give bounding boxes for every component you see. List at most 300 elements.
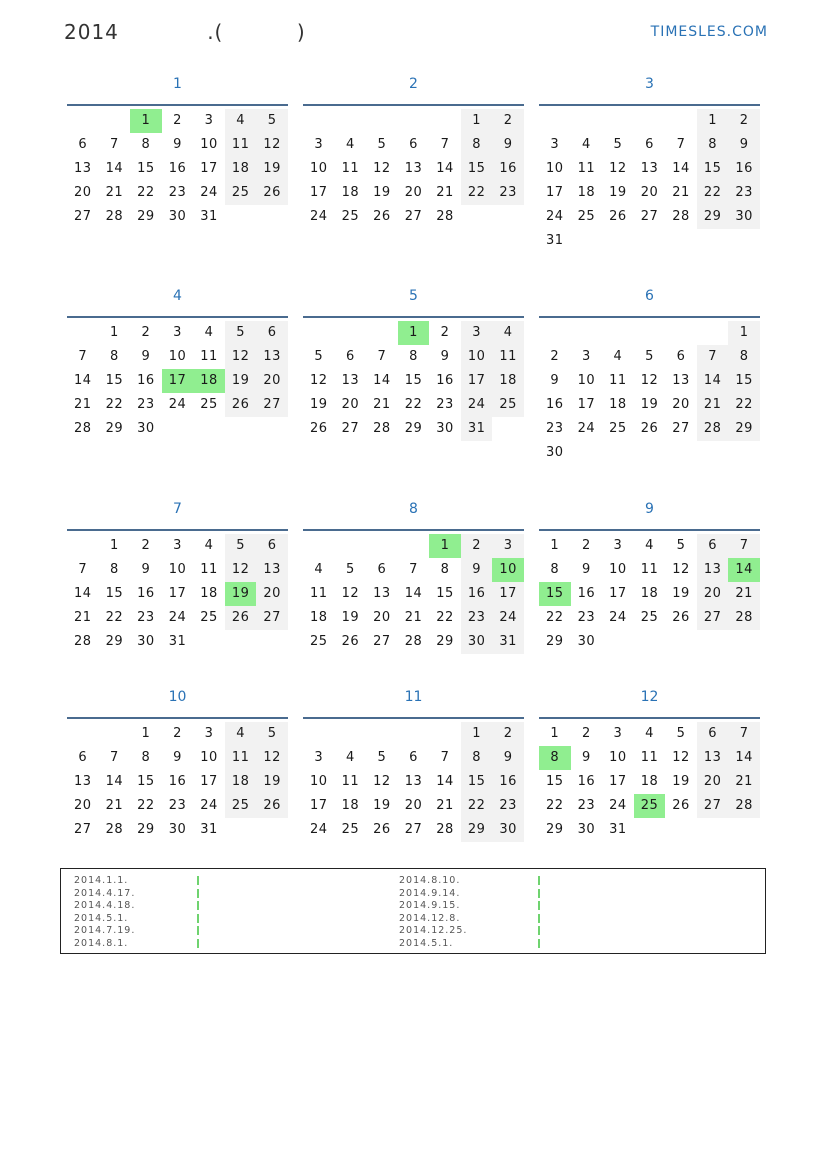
day-cell: 26 bbox=[225, 393, 257, 417]
day-cell: 9 bbox=[581, 562, 591, 577]
day-empty bbox=[571, 109, 603, 133]
day-cell: 19 bbox=[256, 157, 288, 181]
day-cell: 22 bbox=[404, 397, 423, 412]
day-cell: 11 bbox=[609, 373, 627, 388]
day-cell: 24 bbox=[200, 185, 218, 200]
day-cell: 28 bbox=[373, 421, 391, 436]
day-cell: 22 bbox=[697, 181, 729, 205]
day-cell: 16 bbox=[546, 397, 564, 412]
month-1 bbox=[67, 70, 288, 229]
day-cell: 20 bbox=[697, 582, 729, 606]
month-title: 1 bbox=[173, 76, 182, 92]
day-empty bbox=[225, 818, 257, 842]
day-cell: 24 bbox=[492, 606, 524, 630]
day-cell: 15 bbox=[105, 373, 124, 388]
holiday-date: 2014.4.18. bbox=[74, 900, 136, 911]
day-empty bbox=[602, 229, 634, 253]
day-cell: 15 bbox=[436, 586, 454, 601]
holiday-date: 2014.5.1. bbox=[74, 912, 129, 924]
day-cell: 30 bbox=[492, 818, 524, 842]
day-cell: 7 bbox=[409, 562, 418, 577]
day-cell: 28 bbox=[728, 794, 760, 818]
day-cell: 14 bbox=[105, 161, 124, 176]
day-cell: 4 bbox=[225, 722, 257, 746]
day-cell: 19 bbox=[225, 369, 257, 393]
day-cell: 17 bbox=[461, 369, 493, 393]
day-cell: 10 bbox=[310, 774, 328, 789]
day-cell: 5 bbox=[256, 109, 288, 133]
day-cell: 26 bbox=[609, 209, 627, 224]
day-cell: 8 bbox=[141, 137, 151, 152]
day-empty bbox=[366, 109, 398, 133]
day-cell: 17 bbox=[310, 798, 328, 813]
day-cell: 17 bbox=[200, 161, 218, 176]
day-empty bbox=[335, 534, 367, 558]
day-cell: 1 bbox=[728, 321, 760, 345]
day-empty bbox=[303, 722, 335, 746]
day-cell: 23 bbox=[492, 794, 524, 818]
day-cell: 4 bbox=[645, 726, 654, 741]
day-empty bbox=[256, 417, 288, 441]
day-empty bbox=[634, 229, 666, 253]
day-empty bbox=[429, 722, 461, 746]
day-cell: 2 bbox=[440, 325, 450, 340]
day-cell: 14 bbox=[436, 161, 454, 176]
day-empty bbox=[193, 630, 225, 654]
day-cell: 10 bbox=[200, 750, 218, 765]
day-cell: 1 bbox=[130, 109, 162, 133]
day-cell: 19 bbox=[672, 774, 690, 789]
day-cell: 9 bbox=[173, 750, 182, 765]
day-cell: 3 bbox=[492, 534, 524, 558]
day-empty bbox=[366, 321, 398, 345]
holiday-date: 2014.1.1. bbox=[74, 875, 129, 886]
month-title: 12 bbox=[640, 689, 659, 705]
day-cell: 20 bbox=[341, 397, 360, 412]
day-cell: 6 bbox=[78, 750, 88, 765]
day-empty bbox=[728, 630, 760, 654]
day-cell: 1 bbox=[429, 534, 461, 558]
month-8 bbox=[303, 495, 524, 654]
day-cell: 2 bbox=[173, 726, 182, 741]
day-cell: 9 bbox=[141, 349, 151, 364]
day-cell: 11 bbox=[200, 562, 218, 577]
month-title: 6 bbox=[645, 288, 654, 304]
day-cell: 28 bbox=[672, 209, 690, 224]
holiday-marker bbox=[197, 926, 199, 935]
day-cell: 29 bbox=[404, 421, 423, 436]
holiday-marker bbox=[538, 926, 540, 935]
holiday-list-right bbox=[399, 875, 467, 950]
day-cell: 1 bbox=[461, 109, 493, 133]
day-cell: 27 bbox=[256, 606, 288, 630]
day-cell: 13 bbox=[697, 746, 729, 770]
day-cell: 4 bbox=[613, 349, 623, 364]
day-cell: 2 bbox=[550, 349, 560, 364]
day-cell: 31 bbox=[492, 630, 524, 654]
day-cell: 17 bbox=[577, 397, 596, 412]
day-empty bbox=[99, 722, 131, 746]
day-cell: 27 bbox=[697, 794, 729, 818]
month-9 bbox=[539, 495, 760, 654]
day-cell: 21 bbox=[672, 185, 690, 200]
day-empty bbox=[67, 534, 99, 558]
day-cell: 1 bbox=[141, 726, 151, 741]
day-cell: 8 bbox=[141, 750, 151, 765]
day-cell: 17 bbox=[546, 185, 564, 200]
day-cell: 30 bbox=[546, 445, 564, 460]
day-cell: 18 bbox=[341, 185, 360, 200]
day-cell: 4 bbox=[492, 321, 524, 345]
day-cell: 7 bbox=[78, 349, 88, 364]
day-cell: 1 bbox=[109, 538, 119, 553]
day-cell: 23 bbox=[577, 610, 596, 625]
day-cell: 12 bbox=[609, 161, 627, 176]
day-empty bbox=[728, 818, 760, 842]
day-cell: 15 bbox=[461, 770, 493, 794]
day-cell: 7 bbox=[697, 345, 729, 369]
day-cell: 2 bbox=[492, 109, 524, 133]
day-cell: 31 bbox=[546, 233, 564, 248]
day-cell: 22 bbox=[436, 610, 454, 625]
day-cell: 6 bbox=[697, 722, 729, 746]
day-cell: 3 bbox=[314, 750, 324, 765]
day-empty bbox=[225, 417, 257, 441]
day-cell: 15 bbox=[404, 373, 423, 388]
day-cell: 13 bbox=[256, 345, 288, 369]
day-empty bbox=[67, 321, 99, 345]
day-cell: 28 bbox=[697, 417, 729, 441]
day-cell: 5 bbox=[314, 349, 324, 364]
day-cell: 1 bbox=[550, 538, 560, 553]
day-cell: 22 bbox=[546, 798, 564, 813]
day-cell: 19 bbox=[373, 185, 391, 200]
day-cell: 30 bbox=[577, 634, 596, 649]
day-cell: 19 bbox=[341, 610, 360, 625]
day-cell: 21 bbox=[436, 798, 454, 813]
day-cell: 16 bbox=[137, 586, 155, 601]
month-11 bbox=[303, 683, 524, 842]
day-cell: 28 bbox=[404, 634, 423, 649]
month-rule bbox=[539, 717, 760, 719]
day-cell: 8 bbox=[440, 562, 450, 577]
month-10 bbox=[67, 683, 288, 842]
day-cell: 11 bbox=[341, 774, 360, 789]
day-empty bbox=[67, 722, 99, 746]
day-cell: 30 bbox=[436, 421, 454, 436]
month-7 bbox=[67, 495, 288, 654]
month-days bbox=[303, 722, 524, 842]
holiday-date: 2014.7.19. bbox=[74, 925, 136, 936]
day-empty bbox=[697, 321, 729, 345]
day-empty bbox=[665, 321, 697, 345]
day-cell: 7 bbox=[728, 534, 760, 558]
day-cell: 10 bbox=[168, 349, 187, 364]
day-empty bbox=[697, 630, 729, 654]
day-cell: 16 bbox=[137, 373, 155, 388]
day-cell: 24 bbox=[461, 393, 493, 417]
day-empty bbox=[665, 441, 697, 465]
day-empty bbox=[366, 722, 398, 746]
day-empty bbox=[398, 722, 430, 746]
day-empty bbox=[665, 229, 697, 253]
day-empty bbox=[303, 109, 335, 133]
month-2 bbox=[303, 70, 524, 229]
day-cell: 1 bbox=[697, 109, 729, 133]
day-cell: 23 bbox=[546, 421, 564, 436]
month-rule bbox=[67, 316, 288, 318]
day-empty bbox=[602, 630, 634, 654]
day-empty bbox=[99, 109, 131, 133]
day-cell: 25 bbox=[492, 393, 524, 417]
day-cell: 22 bbox=[728, 393, 760, 417]
day-cell: 4 bbox=[204, 538, 214, 553]
day-empty bbox=[256, 205, 288, 229]
day-empty bbox=[634, 441, 666, 465]
day-cell: 13 bbox=[373, 586, 391, 601]
day-empty bbox=[303, 321, 335, 345]
day-cell: 25 bbox=[225, 181, 257, 205]
day-cell: 13 bbox=[697, 558, 729, 582]
day-cell: 8 bbox=[550, 562, 560, 577]
day-cell: 18 bbox=[640, 774, 659, 789]
day-cell: 13 bbox=[256, 558, 288, 582]
holiday-marker bbox=[197, 939, 199, 948]
day-cell: 23 bbox=[168, 798, 187, 813]
day-cell: 14 bbox=[105, 774, 124, 789]
day-cell: 10 bbox=[609, 750, 627, 765]
day-cell: 28 bbox=[105, 209, 124, 224]
site-link[interactable]: TIMESLES.COM bbox=[650, 24, 768, 40]
day-cell: 12 bbox=[373, 774, 391, 789]
holiday-marker bbox=[538, 876, 540, 885]
day-cell: 2 bbox=[141, 325, 151, 340]
day-cell: 21 bbox=[74, 610, 92, 625]
day-cell: 8 bbox=[728, 345, 760, 369]
day-cell: 7 bbox=[676, 137, 686, 152]
day-cell: 21 bbox=[74, 397, 92, 412]
day-empty bbox=[634, 109, 666, 133]
day-cell: 4 bbox=[345, 137, 355, 152]
day-cell: 24 bbox=[310, 209, 328, 224]
month-days bbox=[539, 321, 760, 465]
day-cell: 5 bbox=[676, 538, 686, 553]
day-cell: 3 bbox=[550, 137, 560, 152]
day-cell: 30 bbox=[577, 822, 596, 837]
holiday-marker bbox=[197, 889, 199, 898]
day-cell: 21 bbox=[105, 798, 124, 813]
day-cell: 18 bbox=[577, 185, 596, 200]
day-cell: 12 bbox=[225, 558, 257, 582]
day-cell: 24 bbox=[546, 209, 564, 224]
day-cell: 22 bbox=[461, 181, 493, 205]
day-cell: 1 bbox=[109, 325, 119, 340]
month-title: 3 bbox=[645, 76, 654, 92]
day-empty bbox=[492, 205, 524, 229]
month-6 bbox=[539, 282, 760, 465]
holiday-marker bbox=[197, 876, 199, 885]
day-cell: 21 bbox=[436, 185, 454, 200]
day-cell: 24 bbox=[200, 798, 218, 813]
month-days bbox=[303, 534, 524, 654]
day-cell: 4 bbox=[581, 137, 591, 152]
day-cell: 17 bbox=[200, 774, 218, 789]
day-cell: 7 bbox=[440, 750, 450, 765]
day-cell: 24 bbox=[310, 822, 328, 837]
day-empty bbox=[335, 321, 367, 345]
day-cell: 7 bbox=[377, 349, 387, 364]
day-cell: 8 bbox=[461, 133, 493, 157]
holiday-date: 2014.12.8. bbox=[399, 912, 461, 924]
day-cell: 1 bbox=[550, 726, 560, 741]
day-empty bbox=[429, 109, 461, 133]
month-3 bbox=[539, 70, 760, 253]
day-cell: 17 bbox=[609, 774, 627, 789]
day-cell: 6 bbox=[697, 534, 729, 558]
day-cell: 12 bbox=[373, 161, 391, 176]
day-cell: 9 bbox=[492, 746, 524, 770]
day-cell: 28 bbox=[74, 634, 92, 649]
holiday-date: 2014.12.25. bbox=[399, 925, 468, 936]
day-cell: 12 bbox=[672, 562, 690, 577]
day-cell: 22 bbox=[461, 794, 493, 818]
day-cell: 27 bbox=[341, 421, 360, 436]
day-cell: 20 bbox=[640, 185, 659, 200]
day-cell: 10 bbox=[546, 161, 564, 176]
month-days bbox=[67, 534, 288, 654]
day-cell: 30 bbox=[461, 630, 493, 654]
day-cell: 23 bbox=[728, 181, 760, 205]
day-cell: 29 bbox=[546, 634, 564, 649]
day-cell: 27 bbox=[640, 209, 659, 224]
day-cell: 17 bbox=[492, 582, 524, 606]
day-cell: 22 bbox=[546, 610, 564, 625]
day-empty bbox=[602, 321, 634, 345]
day-empty bbox=[193, 417, 225, 441]
day-empty bbox=[697, 229, 729, 253]
day-cell: 15 bbox=[697, 157, 729, 181]
holiday-date: 2014.8.1. bbox=[74, 937, 129, 949]
holiday-date: 2014.4.17. bbox=[74, 887, 136, 899]
day-cell: 19 bbox=[672, 586, 690, 601]
day-cell: 26 bbox=[310, 421, 328, 436]
day-empty bbox=[461, 205, 493, 229]
month-4 bbox=[67, 282, 288, 441]
day-cell: 27 bbox=[697, 606, 729, 630]
day-cell: 6 bbox=[377, 562, 387, 577]
day-cell: 25 bbox=[341, 822, 360, 837]
day-cell: 3 bbox=[314, 137, 324, 152]
day-cell: 28 bbox=[74, 421, 92, 436]
day-empty bbox=[697, 441, 729, 465]
day-cell: 30 bbox=[168, 209, 187, 224]
day-cell: 19 bbox=[609, 185, 627, 200]
day-cell: 7 bbox=[728, 722, 760, 746]
holiday-marker bbox=[197, 901, 199, 910]
day-cell: 26 bbox=[225, 606, 257, 630]
page-title: 2014 .( ) bbox=[64, 20, 306, 44]
day-cell: 14 bbox=[373, 373, 391, 388]
day-cell: 17 bbox=[168, 586, 187, 601]
day-cell: 14 bbox=[74, 586, 92, 601]
day-cell: 24 bbox=[609, 798, 627, 813]
day-cell: 5 bbox=[345, 562, 355, 577]
day-cell: 20 bbox=[256, 582, 288, 606]
day-cell: 14 bbox=[404, 586, 423, 601]
day-cell: 9 bbox=[728, 133, 760, 157]
day-cell: 16 bbox=[577, 774, 596, 789]
day-cell: 30 bbox=[137, 421, 155, 436]
day-cell: 26 bbox=[373, 822, 391, 837]
day-cell: 25 bbox=[310, 634, 328, 649]
day-cell: 4 bbox=[204, 325, 214, 340]
day-cell: 12 bbox=[256, 746, 288, 770]
day-cell: 20 bbox=[404, 185, 423, 200]
day-cell: 28 bbox=[436, 822, 454, 837]
day-cell: 7 bbox=[440, 137, 450, 152]
day-empty bbox=[67, 109, 99, 133]
day-cell: 17 bbox=[310, 185, 328, 200]
day-cell: 23 bbox=[492, 181, 524, 205]
day-cell: 7 bbox=[109, 750, 119, 765]
day-cell: 16 bbox=[492, 157, 524, 181]
holiday-date: 2014.5.1. bbox=[399, 937, 454, 949]
day-cell: 22 bbox=[137, 185, 155, 200]
day-cell: 10 bbox=[492, 558, 524, 582]
day-cell: 12 bbox=[225, 345, 257, 369]
month-title: 2 bbox=[409, 76, 418, 92]
day-cell: 13 bbox=[672, 373, 690, 388]
day-cell: 9 bbox=[550, 373, 560, 388]
day-cell: 2 bbox=[141, 538, 151, 553]
day-cell: 8 bbox=[539, 746, 571, 770]
day-cell: 5 bbox=[377, 750, 387, 765]
day-cell: 31 bbox=[609, 822, 627, 837]
day-cell: 1 bbox=[398, 321, 430, 345]
day-cell: 5 bbox=[645, 349, 654, 364]
day-cell: 18 bbox=[193, 369, 225, 393]
holiday-date: 2014.8.10. bbox=[399, 875, 461, 886]
month-days bbox=[67, 321, 288, 441]
day-cell: 2 bbox=[492, 722, 524, 746]
day-cell: 8 bbox=[697, 133, 729, 157]
day-cell: 3 bbox=[173, 325, 182, 340]
day-cell: 21 bbox=[728, 770, 760, 794]
day-cell: 30 bbox=[137, 634, 155, 649]
holiday-list-left bbox=[74, 875, 135, 950]
day-cell: 29 bbox=[137, 209, 155, 224]
day-cell: 10 bbox=[461, 345, 493, 369]
day-cell: 25 bbox=[577, 209, 596, 224]
day-cell: 3 bbox=[613, 538, 623, 553]
day-empty bbox=[398, 109, 430, 133]
day-cell: 3 bbox=[173, 538, 182, 553]
day-empty bbox=[602, 109, 634, 133]
day-cell: 11 bbox=[492, 345, 524, 369]
day-cell: 29 bbox=[105, 421, 124, 436]
day-cell: 14 bbox=[697, 369, 729, 393]
day-empty bbox=[602, 441, 634, 465]
day-cell: 11 bbox=[341, 161, 360, 176]
month-days bbox=[67, 109, 288, 229]
day-cell: 16 bbox=[577, 586, 596, 601]
day-cell: 11 bbox=[200, 349, 218, 364]
day-cell: 30 bbox=[168, 822, 187, 837]
day-cell: 5 bbox=[256, 722, 288, 746]
day-cell: 20 bbox=[74, 185, 92, 200]
day-cell: 6 bbox=[409, 750, 418, 765]
month-rule bbox=[539, 316, 760, 318]
